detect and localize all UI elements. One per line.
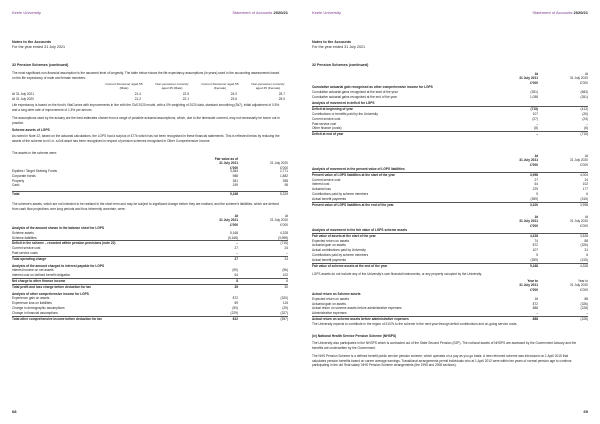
table-row: Scheme assets 5,168 4,328 [12, 230, 288, 235]
notes-subtitle: For the year ended 31 July 2021 [12, 45, 66, 49]
right-page [300, 0, 600, 424]
table-row: Deficit in the scheme – recorded within pension provisions (note 22) – (715) [12, 241, 288, 246]
table-row: Cumulative actuarial gain recognised as other comprehensive income for LGPS [312, 85, 433, 89]
total-row: Total 5,168 5,329 [12, 192, 288, 197]
section-heading: 32 Pension Schemes (continued) [12, 63, 69, 67]
table-row: Actuarial gain on assets 872 (326) [312, 301, 588, 306]
table-row: At 31 July 2021 21.4 22.5 24.0 25.7 [12, 92, 285, 96]
notes-title: Notes to the Accounts [312, 40, 351, 44]
table-row: Deficit at end of year – (715) [312, 132, 588, 137]
paragraph: The NHS Pension Scheme is a defined benefit public service pension scheme, which operates on a pay as you go basis. A new reformed scheme was introduced on 1 April 2015 that calculates pension benefits based on career average earnings. Transitional arrangements permit individuals who at 1 April 2012 were within ten years of normal pension age to continue participating in the old 'final salary' NHS Pension Scheme arrangements (the 1995 and 2008 sections). [312, 354, 572, 367]
notes-heading [312, 40, 365, 50]
cumulative-table: At 31 July 2021 £'000 At 31 July 2020 £'000 Cumulative actuarial gain recognised as other comprehensive income for LGPS Cumulative actuarial gains recognised at the start of the year (351) (683) Cumulative actuarial gains recognised at the end of the year 1,058 (351) Analysis of movement in deficit for LGPS Deficit at beginning of year (715) (413) Contributions or benefits paid by the University 107 (26) Current service cost (27) (24) Past service cost – – Other finance (costs) (8) (6) Deficit at end of year – (715) [312, 72, 588, 137]
table-row: Present value of LGPS liabilities at the end of the year 3,100 3,998 [312, 202, 588, 207]
table-row: Cumulative actuarial gains recognised at the end of the year 1,058 (351) [312, 94, 588, 99]
notes-title: Notes to the Accounts [12, 40, 51, 44]
header-statement: Statement of Accounts 2020/21 [232, 10, 288, 15]
table-row: Total profit and loss charge before deduction for tax 35 30 [12, 284, 288, 289]
table-row: Analysis of the amount charged to interest payable for LGPS [12, 263, 105, 268]
table-row: Expected return on assets 16 88 [312, 296, 588, 301]
page-header [312, 10, 588, 18]
life-expectancy-table [12, 82, 288, 102]
page-header [12, 10, 288, 18]
table-row: Actuarial gain on assets 872 (326) [312, 243, 588, 248]
table-row: Analysis of movement in the present value of LGPS liabilities [312, 167, 405, 171]
paragraph: The University expects to contribute in the region of £107k to the scheme in the next year through deficit contributions and on-going service costs. [312, 322, 518, 326]
table-row: Cash 159 98 [12, 183, 288, 188]
table-row: Other finance (costs) (8) (6) [312, 126, 588, 131]
table-row: Net charge to other finance income 8 6 [12, 278, 288, 283]
table-row: Administrative expenses – – [312, 311, 588, 316]
col-header: Non-pensioner currently aged 45 (Male) [155, 82, 189, 90]
assets-table: Fair value as of 31 July 2021 £'000 31 July 2020 £'000 Equities / Target Seeking Funds 3,384 2,771 Corporate bonds 988 1,882 Property 381 358 Cash 159 98 Total 5,168 5,329 [12, 157, 288, 197]
table-row: Contributions or benefits paid by the University 107 (26) [312, 111, 588, 116]
table-row: Actual contributions paid by University 107 31 [312, 248, 588, 253]
table-row: Fair value of scheme assets at the end of the year 5,168 4,328 [312, 263, 588, 268]
assets-movement-table: At 31 July 2021 £'000 At 31 July 2020 £'000 Analysis of movement in the fair value of LGPS scheme assets Fair value of assets at the start of the year 4,328 3,528 Expected return on assets 74 88 Actuarial gain on assets 872 (326) Actual contributions paid by University 107 31 Contributions paid by scheme members 5 6 Actual benefit payments (359) (315) Fair value of scheme assets at the end of the year 5,168 4,328 [312, 215, 588, 268]
table-row: Corporate bonds 988 1,882 [12, 173, 288, 178]
table-row: Interest cost on defined benefit obligation 64 102 [12, 273, 288, 278]
table-row: Change in demographic assumptions (90) (25) [12, 305, 288, 310]
table-row: Equities / Target Seeking Funds 3,384 2,771 [12, 169, 288, 173]
table-row: Present value of LGPS liabilities at the start of the year 3,998 4,004 [312, 172, 588, 177]
table-row: At 31 July 2020 21.2 22.1 23.6 25.0 [12, 96, 285, 101]
paragraph: The assumptions used by the actuary are the best estimates chosen from a range of possible actuarial assumptions, which, due to the timescale covered, may not necessarily be borne out in practice. [12, 116, 280, 125]
table-row: Analysis of other comprehensive income for LGPS [12, 291, 89, 296]
paragraph: Life expectancy is based on the fund's VitaCurves with improvements in line with the CMI 2020 model, with a 0% weighting of 2020 data, standard smoothing (Sk7), initial adjustment of 0.5% and a long-term rate of improvement of 1.5% per annum. [12, 103, 280, 112]
col-header: Current Pensioner aged 65 (Female) [201, 82, 239, 90]
table-row: Total other comprehensive income before deduction for tax 622 (557) [12, 316, 288, 321]
table-row: Deficit at beginning of year (715) (413) [312, 107, 588, 112]
table-row: Analysis of movement in the fair value of LGPS scheme assets [312, 228, 408, 232]
header-university: Keele University [312, 10, 341, 15]
table-row: Actual benefit payments (359) (315) [312, 257, 588, 262]
table-row: Contributions paid by scheme members 5 6 [312, 191, 588, 196]
table-row: Interest income on net assets (90) (96) [12, 268, 288, 273]
paragraph: The University also participates in the NHSPS which is contracted out of the State Second Pension (S2P). The notional assets of NHSPS are assessed by the Government Actuary and the benefits are underwritten by the Government. [312, 341, 577, 350]
table-row: Actual return on scheme assets before administrative expenses 888 (228) [312, 306, 588, 311]
table-row: Contributions paid by scheme members 5 6 [312, 252, 588, 257]
page-number: 69 [583, 409, 588, 414]
table-row: Experience gain on assets 872 (320) [12, 296, 288, 301]
table-row: Past service cost – – [312, 121, 588, 126]
table-row: Actual return on scheme assets before administrative expenses 888 (228) [312, 316, 588, 321]
paragraph: LGPS assets do not include any of the University's own financial instruments, or any property occupied by the University. [312, 272, 482, 276]
table-row: Actuarial loss 229 177 [312, 187, 588, 192]
table-row: Past service costs – – [12, 250, 288, 255]
table-row: Expected return on assets 74 88 [312, 238, 588, 243]
table-row: Current service cost (27) (24) [312, 116, 588, 121]
paragraph: As noted in Note 22, based on the actuarial calculations, the LGPS had a surplus of £77k which has not been recognised in these financial statements. This is reflected below by reducing the assets of the scheme to nil i.e. a £nil asset has been recognised in respect of pension schemes recognised in Other Comprehensive Income. [12, 134, 280, 143]
col-header: Non-pensioner currently aged 45 (Female) [251, 82, 285, 90]
section-heading: 32 Pension Schemes (continued) [312, 63, 369, 67]
table-row: Interest cost 64 102 [312, 182, 588, 187]
nhsps-heading: (iv) National Health Service Pension Scheme (NHSPS) [312, 334, 397, 338]
paragraph: The scheme's assets, which are not intended to be realised in the short term and may be subject to significant change before they are realised, and the scheme's liabilities, which are derived from cash flow projections over long periods and thus inherently uncertain, were: [12, 202, 279, 211]
table-row: Total operating charge 27 24 [12, 256, 288, 261]
table-row: Change in financial assumptions (229) (327) [12, 310, 288, 315]
table-row: Actual benefit payments (359) (315) [312, 196, 588, 201]
scheme-assets-heading: Scheme assets of LGPS [12, 128, 50, 132]
notes-subtitle: For the year ended 31 July 2021 [312, 45, 366, 49]
paragraph: The most significant non-financial assumption is the assumed level of longevity. The table below shows the life expectancy assumptions (in years) used in the accounting assessments based on the life expectancy of male and female members: [12, 71, 280, 80]
header-statement: Statement of Accounts 2020/21 [532, 10, 588, 15]
table-row: Analysis of movement in deficit for LGPS [312, 101, 375, 106]
table-row: Current service cost 27 24 [312, 177, 588, 182]
page-number: 68 [12, 409, 17, 414]
table-row: Current service cost 27 24 [12, 246, 288, 251]
header-university: Keele University [12, 10, 41, 15]
table-row: Fair value of assets at the start of the year 4,328 3,528 [312, 233, 588, 238]
col-header: Current Pensioner aged 65 (Male) [105, 82, 143, 90]
notes-heading [12, 40, 65, 50]
actual-return-table: Year to 31 July 2021 £'000 Year to 31 July 2020 £'000 Actual return on Scheme assets Expected return on assets 16 88 Actuarial gain on assets 872 (326) Actual return on scheme assets before administrative expenses 888 (228) Administrative expenses – – Actual return on scheme assets before administrative expenses 888 (228) [312, 279, 588, 321]
table-title: Analysis of the amount shown in the balance sheet for LGPS [12, 226, 105, 230]
table-row: Actual return on Scheme assets [312, 292, 361, 296]
paragraph: The assets in the scheme were: [12, 151, 58, 155]
liabilities-table: At 31 July 2021 £'000 At 31 July 2020 £'000 Analysis of movement in the present value of LGPS liabilities Present value of LGPS liabilities at the start of the year 3,998 4,004 Current service cost 27 24 Interest cost 64 102 Actuarial loss 229 177 Contributions paid by scheme members 5 6 Actual benefit payments (359) (315) Present value of LGPS liabilities at the end of the year 3,100 3,998 [312, 154, 588, 207]
pl-table: At 31 July 2021 £'000 At 31 July 2020 £'000 Analysis of the amount shown in the balance sheet for LGPS Scheme assets 5,168 4,328 Scheme liabilities (5,168) (3,998) Deficit in the scheme – recorded within pension provisions (note 22) – (715) Current service cost 27 24 Past service costs – – Total operating charge 27 24 Analysis of the amount charged to interest payable for LGPS Interest income on net assets (90) (96) Interest cost on defined benefit obligation 64 102 Net charge to other finance income 8 6 Total profit and loss charge before deduction for tax 35 30 Analysis of other comprehensive income for LGPS Experience gain on assets 872 (320) Experience loss on liabilities 69 115 Change in demographic assumptions (90) (25) Change in financial assumptions (229) (327) Total other comprehensive income before deduction for tax 622 (557) [12, 214, 288, 321]
table-row: Cumulative actuarial gains recognised at the start of the year (351) (683) [312, 89, 588, 94]
table-row: Experience loss on liabilities 69 115 [12, 301, 288, 306]
table-row: Scheme liabilities (5,168) (3,998) [12, 235, 288, 240]
table-row: Property 381 358 [12, 178, 288, 183]
